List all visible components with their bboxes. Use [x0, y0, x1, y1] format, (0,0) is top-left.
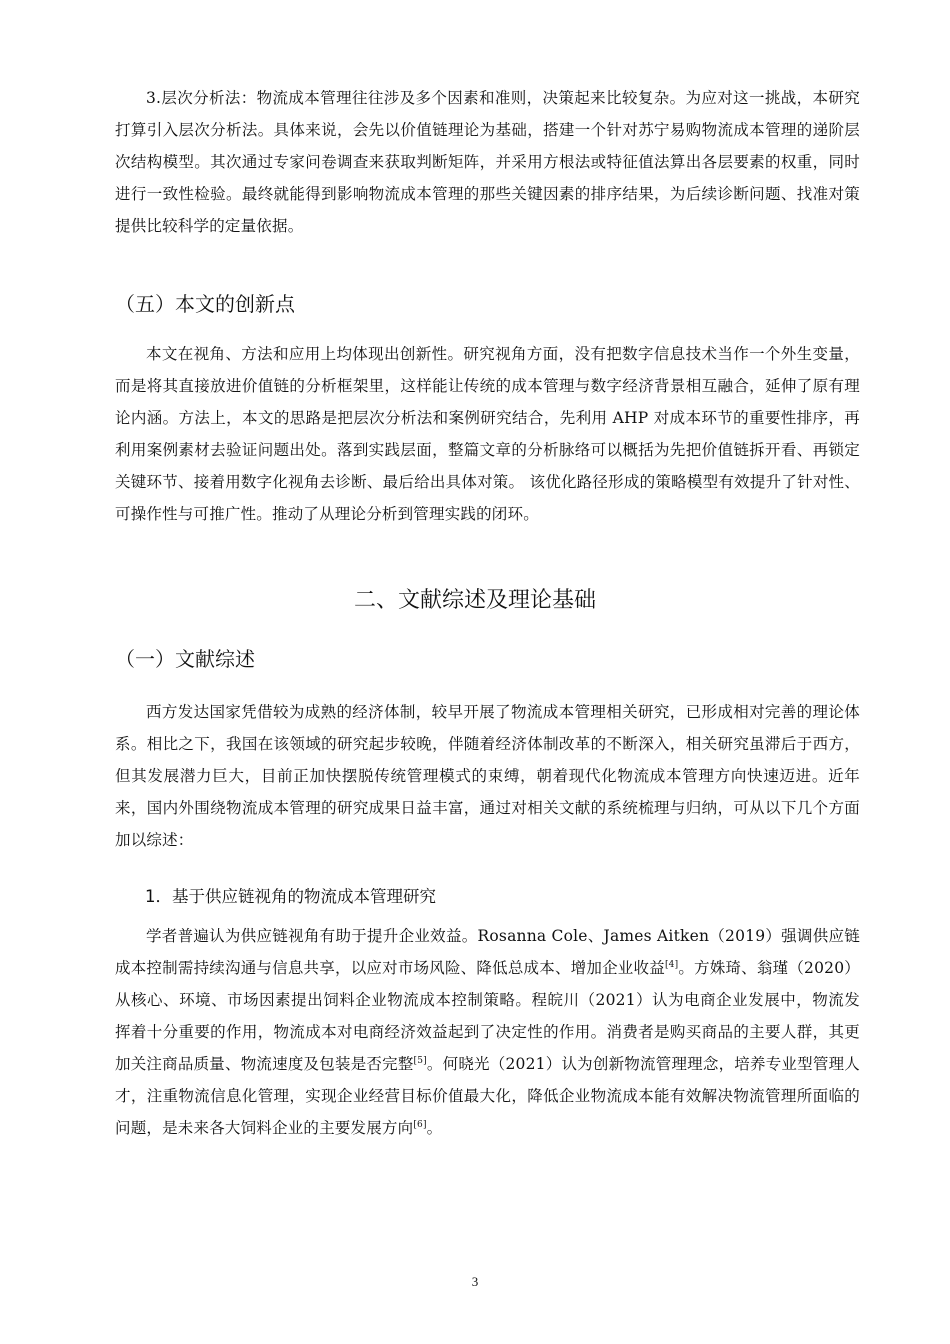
ahp-method-paragraph: 3.层次分析法：物流成本管理往往涉及多个因素和准则，决策起来比较复杂。为应对这一挑战，本研究打算引入层次分析法。具体来说，会先以价值链理论为基础，搭建一个针对苏宁易购物流成本管理的递阶层次结构模型。其次通过专家问卷调查来获取判断矩阵，并采用方根法或特征值法算出各层要素的权重，同时进行一致性检验。最终就能得到影响物流成本管理的那些关键因素的排序结果，为后续诊断问题、找准对策提供比较科学的定量依据。: [115, 89, 860, 235]
chapter-heading: 二、文献综述及理论基础: [353, 588, 596, 613]
citation-ref-4: [4]: [664, 959, 679, 970]
citation-ref-5: [5]: [413, 1055, 427, 1066]
supply-chain-text-part1: 学者普遍认为供应链视角有助于提升企业效益。Rosanna Cole、James Aitken（2019）强调供应链成本控制需持续沟通与信息共享，以应对市场风险、降低总成本、增加企业收益: [115, 927, 860, 977]
innovation-section-heading: （五）本文的创新点: [115, 292, 295, 316]
literature-review-paragraph: 西方发达国家凭借较为成熟的经济体制，较早开展了物流成本管理相关研究，已形成相对完善的理论体系。相比之下，我国在该领域的研究起步较晚，伴随着经济体制改革的不断深入，相关研究虽滞后于西方，但其发展潜力巨大，目前正加快摆脱传统管理模式的束缚，朝着现代化物流成本管理方向快速迈进。近年来，国内外围绕物流成本管理的研究成果日益丰富，通过对相关文献的系统梳理与归纳，可从以下几个方面加以综述：: [115, 703, 860, 849]
supply-chain-paragraph: [115, 920, 860, 1144]
innovation-paragraph: 本文在视角、方法和应用上均体现出创新性。研究视角方面，没有把数字信息技术当作一个外生变量，而是将其直接放进价值链的分析框架里，这样能让传统的成本管理与数字经济背景相互融合，延伸了原有理论内涵。方法上，本文的思路是把层次分析法和案例研究结合，先利用 AHP 对成本环节的重要性排序，再利用案例素材去验证问题出处。落到实践层面，整篇文章的分析脉络可以概括为先把价值链拆开看、再锁定关键环节、接着用数字化视角去诊断、最后给出具体对策。 该优化路径形成的策略模型有效提升了针对性、可操作性与可推广性。推动了从理论分析到管理实践的闭环。: [115, 345, 860, 523]
citation-ref-6: [6]: [413, 1119, 427, 1130]
supply-chain-text-part4: 。: [426, 1119, 443, 1137]
page-number: 3: [471, 1274, 479, 1289]
literature-review-heading: （一）文献综述: [115, 647, 255, 671]
supply-chain-text-part2: 。方姝琦、翁瑾（2020）从核心、环境、市场因素提出饲料企业物流成本控制策略。程皖川（2021）认为电商企业发展中，物流发挥着十分重要的作用，物流成本对电商经济效益起到了决定性的作用。消费者是购买商品的主要人群，其更加关注商品质量、物流速度及包装是否完整: [115, 959, 860, 1073]
supply-chain-text-part3: 。何晓光（2021）认为创新物流管理理念，培养专业型管理人才，注重物流信息化管理，实现企业经营目标价值最大化，降低企业物流成本能有效解决物流管理所面临的问题，是未来各大饲料企业的主要发展方向: [115, 1055, 860, 1137]
supply-chain-subheading: 1．基于供应链视角的物流成本管理研究: [145, 887, 436, 906]
